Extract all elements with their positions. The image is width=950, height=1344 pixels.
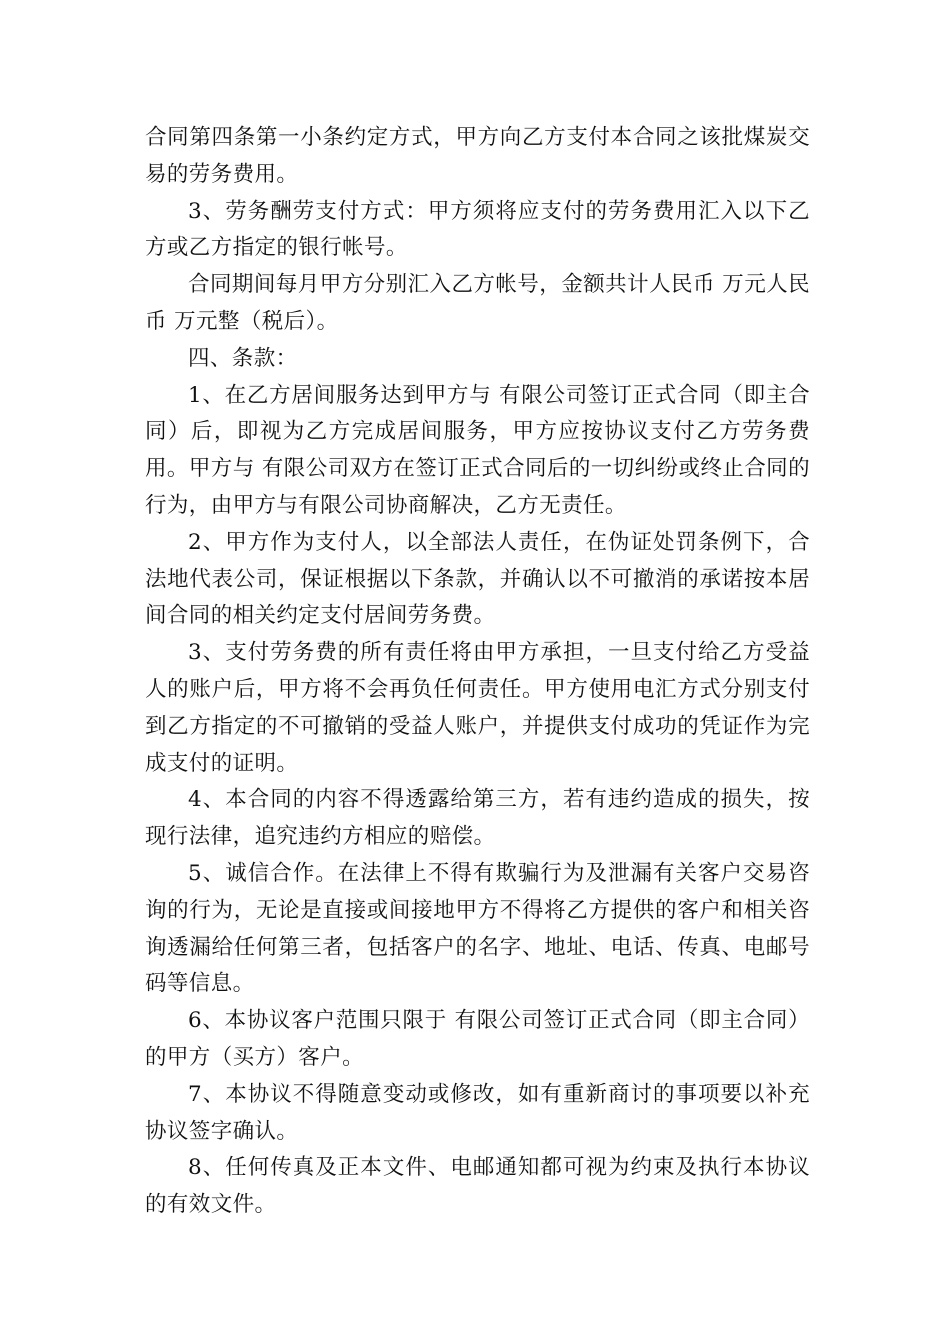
clause-7: 7、本协议不得随意变动或修改，如有重新商讨的事项要以补充协议签字确认。 — [145, 1081, 810, 1144]
document-body — [145, 120, 810, 1224]
clause-5: 5、诚信合作。在法律上不得有欺骗行为及泄漏有关客户交易咨询的行为，无论是直接或间接地甲方不得将乙方提供的客户和相关咨询透漏给任何第三者，包括客户的名字、地址、电话、传真、电邮号码等信息。 — [145, 860, 810, 997]
clause-3: 3、支付劳务费的所有责任将由甲方承担，一旦支付给乙方受益人的账户后，甲方将不会再负任何责任。甲方使用电汇方式分别支付到乙方指定的不可撤销的受益人账户，并提供支付成功的凭证作为完成支付的证明。 — [145, 640, 810, 776]
clause-1: 1、在乙方居间服务达到甲方与 有限公司签订正式合同（即主合同）后，即视为乙方完成居间服务，甲方应按协议支付乙方劳务费用。甲方与 有限公司双方在签订正式合同后的一切纠纷或终止合同的行为，由甲方与有限公司协商解决，乙方无责任。 — [145, 382, 810, 518]
paragraph-monthly-amount: 合同期间每月甲方分别汇入乙方帐号，金额共计人民币 万元人民币 万元整（税后）。 — [145, 272, 810, 334]
clause-6: 6、本协议客户范围只限于 有限公司签订正式合同（即主合同）的甲方（买方）客户。 — [145, 1008, 810, 1070]
clause-8: 8、任何传真及正本文件、电邮通知都可视为约束及执行本协议的有效文件。 — [145, 1155, 810, 1218]
clause-2: 2、甲方作为支付人，以全部法人责任，在伪证处罚条例下，合法地代表公司，保证根据以下条款，并确认以不可撤消的承诺按本居间合同的相关约定支付居间劳务费。 — [145, 529, 810, 629]
section-heading-terms: 四、条款： — [188, 345, 298, 371]
clause-4: 4、本合同的内容不得透露给第三方，若有违约造成的损失，按现行法律，追究违约方相应的赔偿。 — [145, 787, 810, 850]
paragraph-continuation: 合同第四条第一小条约定方式，甲方向乙方支付本合同之该批煤炭交易的劳务费用。 — [145, 125, 810, 187]
paragraph-payment-method: 3、劳务酬劳支付方式：甲方须将应支付的劳务费用汇入以下乙方或乙方指定的银行帐号。 — [145, 198, 810, 261]
